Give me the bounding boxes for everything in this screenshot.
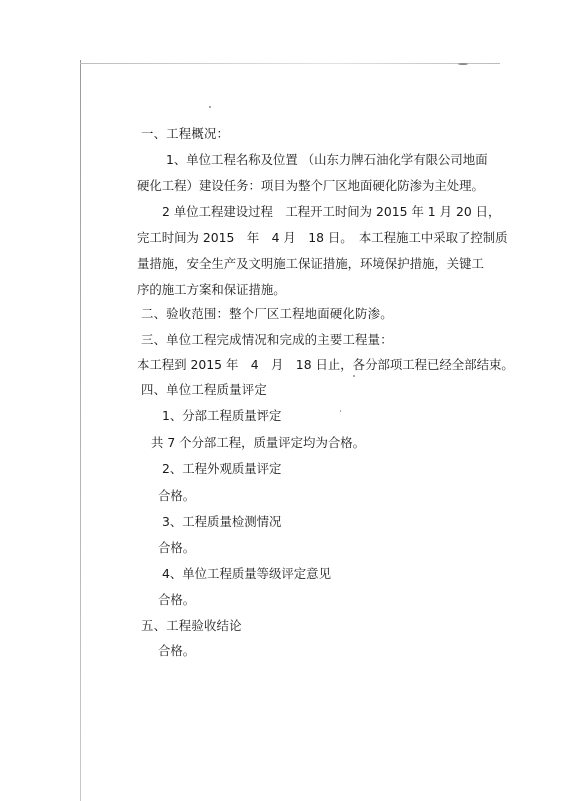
- scan-speck: [209, 106, 211, 108]
- section-4-sub-2: 2、工程外观质量评定: [162, 461, 282, 476]
- section-3-body: 本工程到 2015 年 4 月 18 日止，各分部项工程已经全部结束。: [137, 357, 514, 372]
- section-1-title: 一、工程概况：: [141, 126, 230, 141]
- section-4-sub-1-body: 共 7 个分部工程，质量评定均为合格。: [151, 435, 366, 450]
- section-4-sub-2-body: 合格。: [158, 488, 196, 503]
- section-1-item-2-line-1: 2 单位工程建设过程 工程开工时间为 2015 年 1 月 20 日，: [162, 204, 501, 219]
- scan-speck: [353, 375, 355, 377]
- section-1-item-2-line-3: 量措施，安全生产及文明施工保证措施，环境保护措施，关键工: [137, 256, 484, 271]
- section-4-sub-3-body: 合格。: [158, 540, 196, 555]
- scan-left-edge: [80, 60, 81, 801]
- section-5-title: 五、工程验收结论: [141, 618, 242, 633]
- scan-speck: [458, 63, 468, 65]
- section-4-sub-4: 4、单位工程质量等级评定意见: [162, 566, 331, 581]
- section-4-sub-1: 1、分部工程质量评定: [162, 408, 282, 423]
- section-3-title: 三、单位工程完成情况和完成的主要工程量：: [141, 332, 393, 347]
- scan-speck: [340, 410, 341, 412]
- section-1-item-2-line-4: 序的施工方案和保证措施。: [137, 282, 286, 297]
- section-4-title: 四、单位工程质量评定: [141, 382, 267, 397]
- section-2-title: 二、验收范围：整个厂区工程地面硬化防渗。: [141, 306, 393, 321]
- section-5-body: 合格。: [158, 643, 196, 658]
- section-1-item-1-line-2: 硬化工程）建设任务：项目为整个厂区地面硬化防渗为主处理。: [137, 178, 484, 193]
- scan-top-edge: [80, 63, 500, 64]
- section-4-sub-3: 3、工程质量检测情况: [162, 514, 282, 529]
- section-1-item-1-line-1: 1、单位工程名称及位置 （山东力牌石油化学有限公司地面: [166, 152, 488, 167]
- section-4-sub-4-body: 合格。: [158, 592, 196, 607]
- section-1-item-2-line-2: 完工时间为 2015 年 4 月 18 日。 本工程施工中采取了控制质: [137, 230, 508, 245]
